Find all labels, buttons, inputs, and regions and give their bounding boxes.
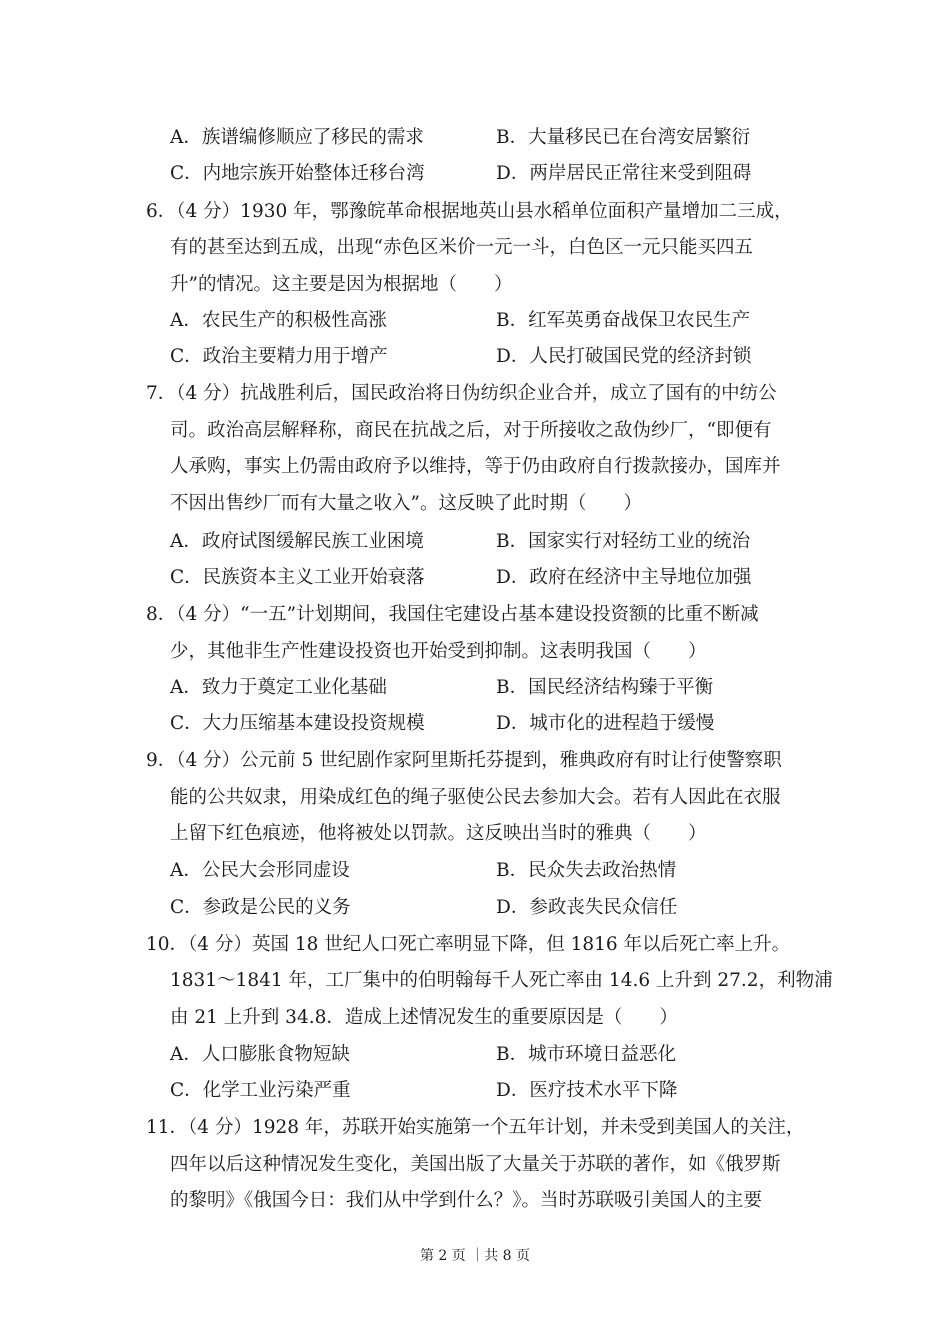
q5-option-b: B．大量移民已在台湾安居繁衍 <box>496 127 751 148</box>
q8-option-a: A．致力于奠定工业化基础 <box>170 677 387 698</box>
q11-stem-line-3: 的黎明》《俄国今日：我们从中学到什么？》。当时苏联吸引美国人的主要 <box>170 1190 763 1211</box>
q6-option-row-2 <box>170 345 810 369</box>
q9-option-row-2 <box>170 896 810 920</box>
q9-stem-line-1: 9．（4 分）公元前 5 世纪剧作家阿里斯托芬提到，雅典政府有时让行使警察职 <box>146 750 782 771</box>
q5-option-a: A．族谱编修顺应了移民的需求 <box>170 127 424 148</box>
q9-option-a: A．公民大会形同虚设 <box>170 860 350 881</box>
q7-stem-line-1: 7．（4 分）抗战胜利后，国民政治将日伪纺织企业合并，成立了国有的中纺公 <box>146 383 777 404</box>
q6-stem-line-2: 有的甚至达到五成，出现“赤色区米价一元一斗，白色区一元只能买四五 <box>170 237 753 258</box>
q8-option-c: C．大力压缩基本建设投资规模 <box>170 713 425 734</box>
q11-stem-line-1: 11．（4 分）1928 年，苏联开始实施第一个五年计划，并未受到美国人的关注， <box>146 1117 805 1138</box>
q9-option-d: D．参政丧失民众信任 <box>496 897 678 918</box>
q8-option-row-1 <box>170 676 810 700</box>
q6-option-b: B．红军英勇奋战保卫农民生产 <box>496 310 751 331</box>
q7-stem-line-2: 司。政治高层解释称，商民在抗战之后，对于所接收之敌伪纱厂，“即便有 <box>170 420 772 441</box>
q10-stem-line-1: 10．（4 分）英国 18 世纪人口死亡率明显下降，但 1816 年以后死亡率上升。 <box>146 934 791 955</box>
q5-option-row-1 <box>170 126 810 150</box>
q8-stem-line-1: 8．（4 分）“一五”计划期间，我国住宅建设占基本建设投资额的比重不断减 <box>146 604 759 625</box>
q7-option-b: B．国家实行对轻纺工业的统治 <box>496 531 751 552</box>
q5-option-c: C．内地宗族开始整体迁移台湾 <box>170 163 425 184</box>
q10-option-a: A．人口膨胀食物短缺 <box>170 1044 350 1065</box>
q11-stem-line-2: 四年以后这种情况发生变化，美国出版了大量关于苏联的著作，如《俄罗斯 <box>170 1154 781 1175</box>
q10-option-b: B．城市环境日益恶化 <box>496 1044 677 1065</box>
q9-stem-line-3: 上留下红色痕迹，他将被处以罚款。这反映出当时的雅典（ ） <box>170 823 707 844</box>
q10-option-c: C．化学工业污染严重 <box>170 1080 351 1101</box>
q6-option-c: C．政治主要精力用于增产 <box>170 346 388 367</box>
q9-option-b: B．民众失去政治热情 <box>496 860 677 881</box>
q9-option-c: C．参政是公民的义务 <box>170 897 351 918</box>
q7-option-row-1 <box>170 530 810 554</box>
q6-option-a: A．农民生产的积极性高涨 <box>170 310 387 331</box>
q10-stem-line-3: 由 21 上升到 34.8．造成上述情况发生的重要原因是（ ） <box>170 1007 678 1028</box>
q7-option-row-2 <box>170 566 810 590</box>
q9-option-row-1 <box>170 859 810 883</box>
q6-stem-line-1: 6．（4 分）1930 年，鄂豫皖革命根据地英山县水稻单位面积产量增加二三成， <box>146 201 793 222</box>
q6-option-row-1 <box>170 309 810 333</box>
q10-option-row-1 <box>170 1043 810 1067</box>
q8-stem-line-2: 少，其他非生产性建设投资也开始受到抑制。这表明我国（ ） <box>170 641 707 662</box>
q7-option-a: A．政府试图缓解民族工业困境 <box>170 531 424 552</box>
q6-option-d: D．人民打破国民党的经济封锁 <box>496 346 752 367</box>
q7-stem-line-4: 不因出售纱厂而有大量之收入”。这反映了此时期（ ） <box>170 493 642 514</box>
q8-option-row-2 <box>170 712 810 736</box>
q5-option-d: D．两岸居民正常往来受到阻碍 <box>496 163 752 184</box>
page-footer: 第 2 页 ｜共 8 页 <box>419 1248 531 1264</box>
q7-stem-line-3: 人承购，事实上仍需由政府予以维持，等于仍由政府自行拨款接办，国库并 <box>170 456 781 477</box>
q5-option-row-2 <box>170 162 810 186</box>
q9-stem-line-2: 能的公共奴隶，用染成红色的绳子驱使公民去参加大会。若有人因此在衣服 <box>170 787 781 808</box>
q8-option-b: B．国民经济结构臻于平衡 <box>496 677 714 698</box>
q7-option-d: D．政府在经济中主导地位加强 <box>496 567 752 588</box>
q10-stem-line-2: 1831～1841 年，工厂集中的伯明翰每千人死亡率由 14.6 上升到 27.2，利物浦 <box>170 970 833 991</box>
q10-option-d: D．医疗技术水平下降 <box>496 1080 678 1101</box>
q6-stem-line-3: 升”的情况。这主要是因为根据地（ ） <box>170 274 513 295</box>
q10-option-row-2 <box>170 1079 810 1103</box>
q8-option-d: D．城市化的进程趋于缓慢 <box>496 713 715 734</box>
q7-option-c: C．民族资本主义工业开始衰落 <box>170 567 425 588</box>
